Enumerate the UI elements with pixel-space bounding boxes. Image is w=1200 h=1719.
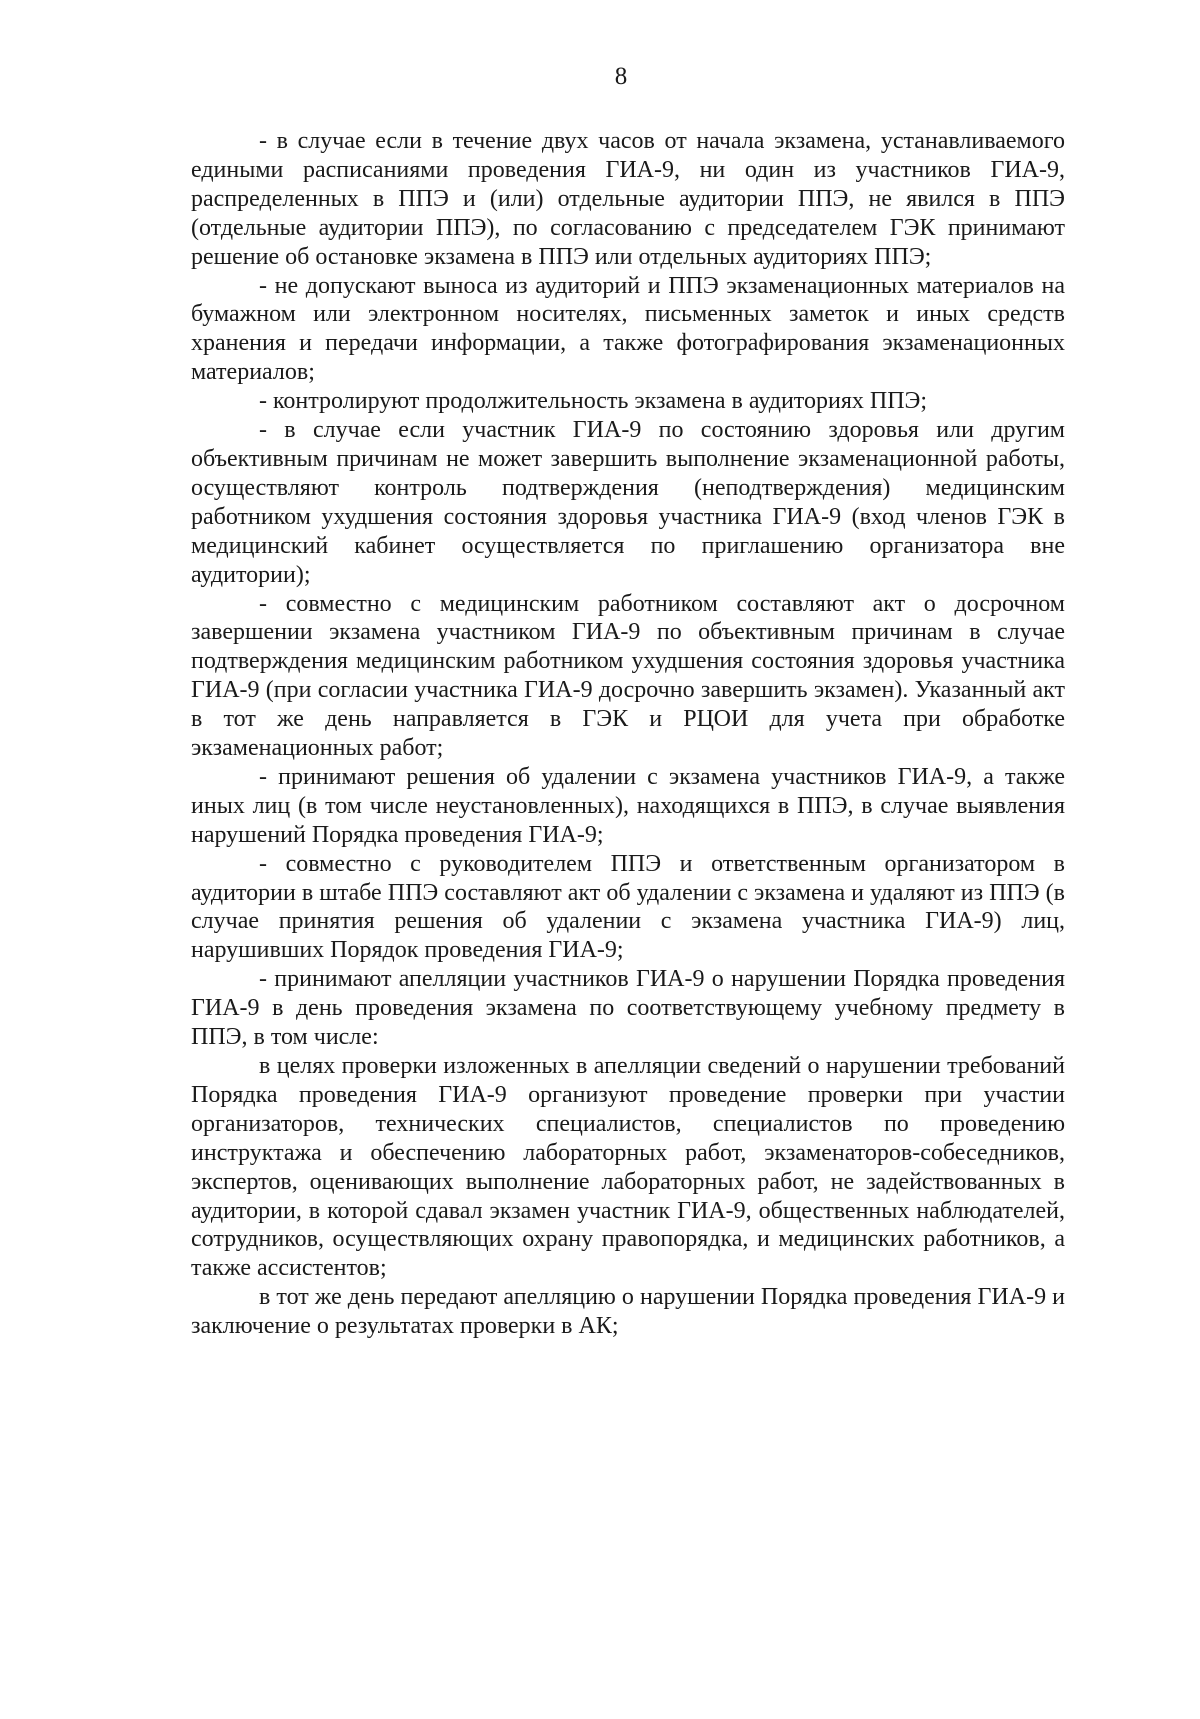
- paragraph-exam-stop: - в случае если в течение двух часов от начала экзамена, устанавливаемого едиными расписаниями проведения ГИА-9, ни один из участников ГИА-9, распределенных в ППЭ и (или) отдельные аудитории ППЭ, не явился в ППЭ (отдельные аудитории ППЭ), по согласованию с председателем ГЭК принимают решение об остановке экзамена в ППЭ или отдельных аудиториях ППЭ;: [191, 128, 1065, 270]
- paragraph-health-check: - в случае если участник ГИА-9 по состоянию здоровья или другим объективным причинам не может завершить выполнение экзаменационной работы, осуществляют контроль подтверждения (неподтверждения) медицинским работником ухудшения состояния здоровья участника ГИА-9 (вход членов ГЭК в медицинский кабинет осуществляется по приглашению организатора вне аудитории);: [191, 417, 1065, 588]
- paragraph-appeals: - принимают апелляции участников ГИА-9 о нарушении Порядка проведения ГИА-9 в день проведения экзамена по соответствующему учебному предмету в ППЭ, в том числе:: [191, 966, 1065, 1051]
- paragraph-removal-act: - совместно с руководителем ППЭ и ответственным организатором в аудитории в штабе ППЭ составляют акт об удалении с экзамена и удаляют из ППЭ (в случае принятия решения об удалении с экзамена участника ГИА-9) лиц, нарушивших Порядок проведения ГИА-9;: [191, 850, 1065, 964]
- paragraph-removal-decision: - принимают решения об удалении с экзамена участников ГИА-9, а также иных лиц (в том числе неустановленных), находящихся в ППЭ, в случае выявления нарушений Порядка проведения ГИА-9;: [191, 763, 1065, 848]
- paragraph-early-completion-act: - совместно с медицинским работником составляют акт о досрочном завершении экзамена участником ГИА-9 по объективным причинам в случае подтверждения медицинским работником ухудшения состояния здоровья участника ГИА-9 (при согласии участника ГИА-9 досрочно завершить экзамен). Указанный акт в тот же день направляется в ГЭК и РЦОИ для учета при обработке экзаменационных работ;: [191, 590, 1065, 762]
- paragraph-no-removal-of-materials: - не допускают выноса из аудиторий и ППЭ экзаменационных материалов на бумажном или электронном носителях, письменных заметок и иных средств хранения и передачи информации, а также фотографирования экзаменационных материалов;: [191, 272, 1065, 386]
- paragraph-appeal-transfer: в тот же день передают апелляцию о нарушении Порядка проведения ГИА-9 и заключение о результатах проверки в АК;: [191, 1284, 1065, 1340]
- paragraph-appeal-verification: в целях проверки изложенных в апелляции сведений о нарушении требований Порядка проведения ГИА-9 организуют проведение проверки при участии организаторов, технических специалистов, специалистов по проведению инструктажа и обеспечению лабораторных работ, экзаменаторов-собеседников, экспертов, оценивающих выполнение лабораторных работ, не задействованных в аудитории, в которой сдавал экзамен участник ГИА-9, общественных наблюдателей, сотрудников, осуществляющих охрану правопорядка, и медицинских работников, а также ассистентов;: [191, 1053, 1065, 1282]
- page-number: 8: [614, 63, 628, 90]
- document-body: [191, 127, 1065, 1341]
- paragraph-duration-control: - контролируют продолжительность экзамена в аудиториях ППЭ;: [259, 388, 928, 415]
